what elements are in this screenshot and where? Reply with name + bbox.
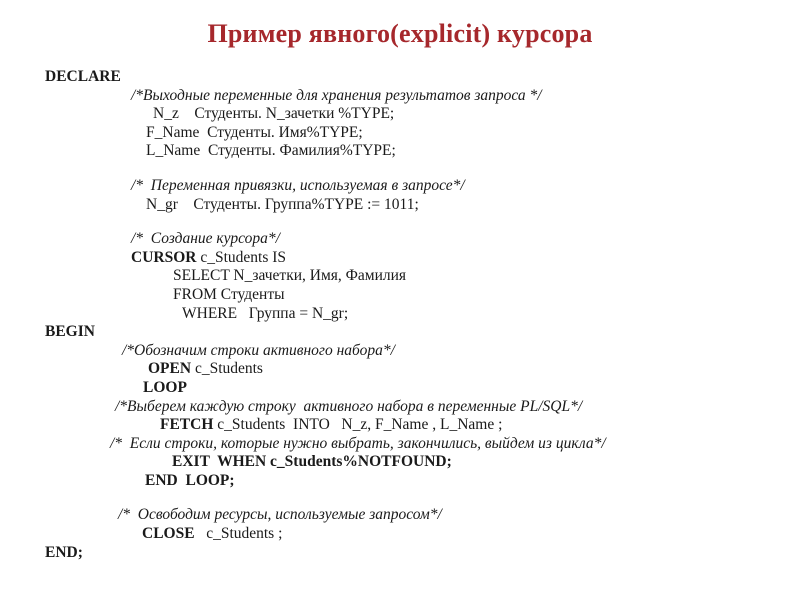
code-segment: c_Students ; — [194, 525, 283, 543]
code-segment: FROM Студенты — [173, 285, 285, 303]
code-segment: CLOSE — [142, 525, 195, 543]
code-segment: /* Создание курсора*/ — [131, 230, 280, 248]
code-line — [0, 230, 800, 249]
code-line — [0, 305, 800, 324]
code-segment: F_Name Студенты. Имя%TYPE; — [146, 123, 363, 141]
code-segment: /*Выходные переменные для хранения результатов запроса */ — [131, 86, 542, 104]
code-line — [0, 286, 800, 305]
code-line-blank — [0, 161, 800, 177]
code-segment: END; — [45, 543, 83, 561]
code-segment: DECLARE — [45, 68, 121, 85]
code-segment: EXIT WHEN c_Students%NOTFOUND; — [172, 453, 452, 471]
code-segment: LOOP — [143, 378, 187, 396]
code-segment: N_z Студенты. N_зачетки %TYPE; — [153, 105, 395, 123]
code-line — [0, 544, 800, 563]
code-line — [0, 267, 800, 286]
code-line — [0, 342, 800, 361]
code-line — [0, 416, 800, 435]
code-line — [0, 142, 800, 161]
code-segment: /*Выберем каждую строку активного набора в переменные PL/SQL*/ — [115, 397, 583, 415]
slide-title: Пример явного(explicit) курсора — [207, 19, 593, 48]
code-line — [0, 68, 800, 87]
code-segment: OPEN — [148, 360, 192, 378]
code-line — [0, 379, 800, 398]
code-line — [0, 453, 800, 472]
code-segment: /* Переменная привязки, используемая в запросе*/ — [131, 176, 465, 194]
code-segment: c_Students — [191, 360, 263, 378]
code-line — [0, 105, 800, 124]
code-line — [0, 87, 800, 106]
code-line-blank — [0, 214, 800, 230]
code-segment: N_gr Студенты. Группа%TYPE := 1011; — [146, 195, 419, 213]
code-line — [0, 196, 800, 215]
code-line — [0, 398, 800, 417]
code-listing — [0, 68, 800, 562]
code-segment: /* Освободим ресурсы, используемые запросом*/ — [118, 506, 442, 524]
code-segment: BEGIN — [45, 323, 95, 341]
code-segment: c_Students IS — [196, 248, 287, 266]
code-line — [0, 360, 800, 379]
code-line-blank — [0, 490, 800, 506]
code-line — [0, 506, 800, 525]
code-line — [0, 323, 800, 342]
code-line — [0, 177, 800, 196]
code-segment: WHERE Группа = N_gr; — [182, 304, 349, 322]
code-segment: FETCH — [160, 416, 214, 434]
code-line — [0, 525, 800, 544]
code-segment: CURSOR — [131, 248, 197, 266]
code-line — [0, 124, 800, 143]
code-line — [0, 472, 800, 491]
code-segment: /*Обозначим строки активного набора*/ — [122, 341, 395, 359]
code-line — [0, 435, 800, 454]
code-segment: L_Name Студенты. Фамилия%TYPE; — [146, 142, 396, 160]
code-segment: END LOOP; — [145, 471, 235, 489]
code-line — [0, 249, 800, 268]
code-segment: SELECT N_зачетки, Имя, Фамилия — [173, 267, 407, 285]
code-segment: c_Students INTO N_z, F_Name , L_Name ; — [213, 416, 503, 434]
code-segment: /* Если строки, которые нужно выбрать, закончились, выйдем из цикла*/ — [110, 434, 606, 452]
